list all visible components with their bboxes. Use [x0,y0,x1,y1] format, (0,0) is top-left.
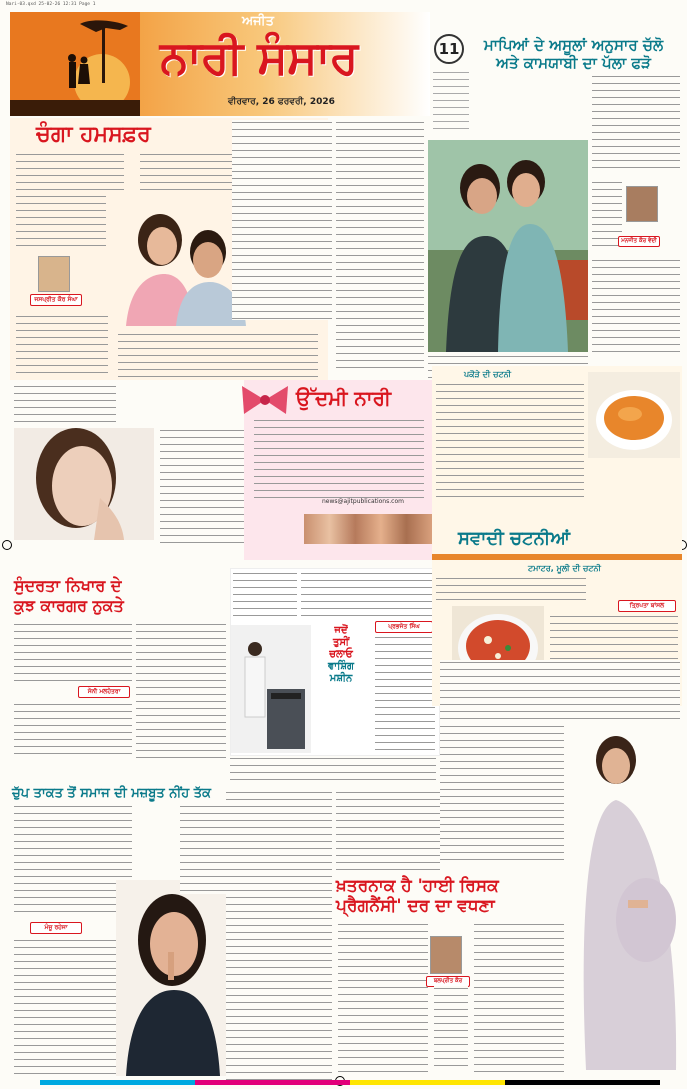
text-column [226,790,332,1080]
washing-machine-title [311,625,371,685]
text-column [233,571,297,621]
text-column [14,702,132,760]
text-column [375,635,435,751]
author-byline: ਤ੍ਰਿਪਤਾ ਬਾਂਸਲ [618,600,676,612]
text-column [16,314,108,376]
text-column [338,922,428,1072]
article-washing-machine [230,568,440,756]
contact-email: news@ajitpublications.com [322,498,404,505]
author-byline: ਸੋਨੀ ਮਲਹੋਤਰਾ [78,686,130,698]
lead-headline-line2: ਅਤੇ ਕਾਮਯਾਬੀ ਦਾ ਪੱਲਾ ਫੜੋ [496,54,651,72]
masthead-title: ਨਾਰੀ ਸੰਸਾਰ [160,30,358,84]
text-column [14,622,132,682]
text-column [440,724,564,864]
registration-mark-icon [2,540,12,550]
author-byline: ਬਲਪ੍ਰੀਤ ਕੌਰ [426,976,470,987]
author-photo [626,186,658,222]
text-column [434,986,468,1072]
chutney-photo-1 [588,372,680,458]
text-column [14,384,116,424]
text-column [254,418,424,498]
article-title-line4: ਵਾਸ਼ਿੰਗ [328,661,354,672]
washing-machine-photo [231,625,311,753]
article-udami-nari [244,380,434,560]
page-number: 11 [434,34,464,64]
text-column [436,576,586,606]
article-chutney [432,366,682,706]
chutney-band [432,554,682,560]
author-photo [38,256,70,292]
text-column [440,660,680,720]
text-column [592,258,680,358]
text-column [436,382,584,502]
text-column [136,622,226,762]
chutney-subtitle-pakore: ਪਕੌੜੇ ਦੀ ਚਟਨੀ [464,370,512,379]
text-column [140,152,232,198]
chutney-subtitle-tamatar: ਟਮਾਟਰ, ਮੂਲੀ ਦੀ ਚਟਨੀ [528,564,601,573]
woman-face-photo [14,428,154,540]
article-title: ਉੱਦਮੀ ਨਾਰੀ [296,386,392,410]
text-column [301,571,435,621]
author-byline: ਜਸਪ੍ਰੀਤ ਕੌਰ ਸੰਘਾ [30,294,82,306]
text-column [474,922,564,1072]
article-title-line2: ਤੁਸੀਂ [332,637,350,648]
text-column [336,120,424,370]
text-column [336,790,440,872]
article-title-line5: ਮਸ਼ੀਨ [329,673,353,684]
color-bar [40,1080,660,1085]
author-byline: ਮਨਜੀਤ ਕੌਰ ਵੇਦੀ [618,236,660,247]
pregnant-woman-photo [566,720,682,1070]
text-column [14,804,132,914]
text-column [433,70,469,130]
author-byline: ਮੰਜੂ ਰਹੇਜਾ [30,922,82,934]
article-title-line2: ਕੁਝ ਕਾਰਗਰ ਨੁਕਤੇ [14,596,124,615]
article-title-line3: ਚਲਾਓ [329,649,353,660]
author-photo [430,936,462,974]
masthead-brand: ਅਜੀਤ [242,14,274,29]
text-column [592,74,680,174]
text-column [14,938,122,1074]
women-gallery [304,514,432,544]
woman-finger-lips-photo [116,880,226,1076]
lead-photo-mother-daughter [428,140,588,352]
lead-headline [466,36,681,72]
article-title-line1: ਜਦੋਂ [334,625,348,636]
masthead-date: ਵੀਰਵਾਰ, 26 ਫਰਵਰੀ, 2026 [228,97,335,107]
text-column [160,428,244,548]
masthead [10,12,430,116]
page-slug: Nari-03.qxd 25-02-26 12:31 Page 1 [6,2,96,7]
author-byline: ਪ੍ਰਭਜੋਤ ਸਿੰਘ [375,621,433,633]
ribbon-bow-icon [240,380,290,420]
chutney-title: ਸਵਾਦੀ ਚਟਨੀਆਂ [458,528,570,549]
article-title: ਚੁੱਪ ਤਾਕਤ ਤੋਂ ਸਮਾਜ ਦੀ ਮਜ਼ਬੂਤ ਨੀਂਹ ਤੱਕ [12,786,211,801]
text-column [118,332,318,378]
lead-headline-line1: ਮਾਪਿਆਂ ਦੇ ਅਸੂਲਾਂ ਅਨੁਸਾਰ ਚੱਲੋ [483,36,664,54]
article-title-line1: ਸੁੰਦਰਤਾ ਨਿਖਾਰ ਦੇ [14,576,122,595]
couple-silhouette-icon [10,12,140,116]
article-title-line1: ਖ਼ਤਰਨਾਕ ਹੈ 'ਹਾਈ ਰਿਸਕ [336,876,499,896]
article-title-line2: ਪ੍ਰੈਗਨੈਂਸੀ' ਦਰ ਦਾ ਵਧਣਾ [336,896,495,916]
text-column [232,120,332,320]
article-title: ਚੰਗਾ ਹਮਸਫ਼ਰ [36,122,151,147]
article-title-sundarta [14,576,250,616]
